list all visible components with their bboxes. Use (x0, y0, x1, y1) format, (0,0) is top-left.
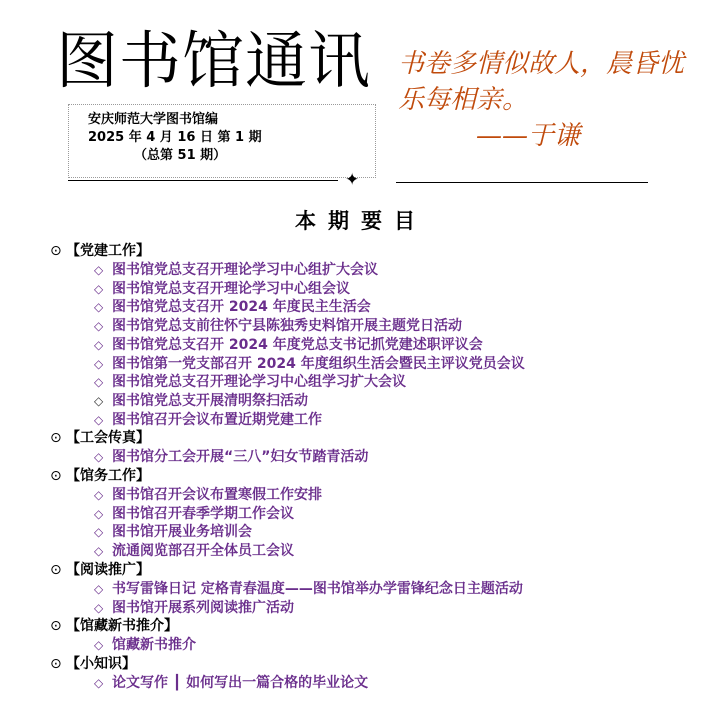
diamond-bullet-icon: ◇ (94, 506, 104, 521)
diamond-bullet-icon: ◇ (94, 488, 104, 503)
toc-item[interactable] (50, 373, 710, 392)
circle-dot-bullet-icon: ⊙ (50, 430, 62, 447)
toc-item[interactable] (50, 336, 710, 355)
toc-item-label[interactable]: 图书馆分工会开展“三八”妇女节踏青活动 (112, 449, 369, 466)
toc-item[interactable] (50, 674, 710, 693)
toc-section-heading (50, 467, 710, 486)
diamond-bullet-icon: ◇ (94, 319, 104, 334)
diamond-bullet-icon: ◇ (94, 375, 104, 390)
toc-item[interactable] (50, 542, 710, 561)
toc-item-label[interactable]: 图书馆开展系列阅读推广活动 (112, 599, 294, 616)
toc-item-label[interactable]: 图书馆党总支召开理论学习中心组学习扩大会议 (112, 374, 406, 391)
diamond-bullet-icon: ◇ (94, 337, 104, 352)
toc-section-heading (50, 242, 710, 261)
toc-item[interactable] (50, 523, 710, 542)
toc-item-label[interactable]: 图书馆开展业务培训会 (112, 524, 252, 541)
toc-item-label[interactable]: 图书馆党总支召开理论学习中心组扩大会议 (112, 262, 378, 278)
toc-item[interactable] (50, 392, 710, 411)
toc-item-label[interactable]: 书写雷锋日记 定格青春温度——图书馆举办学雷锋纪念日主题活动 (112, 580, 523, 597)
toc-section-label: 【馆藏新书推介】 (66, 618, 178, 635)
toc-item[interactable] (50, 280, 710, 299)
poem-quote (398, 46, 698, 154)
toc-item-label[interactable]: 论文写作 ┃ 如何写出一篇合格的毕业论文 (112, 674, 369, 691)
circle-dot-bullet-icon: ⊙ (50, 468, 62, 485)
circle-dot-bullet-icon: ⊙ (50, 561, 62, 578)
toc-item-label[interactable]: 图书馆党总支前往怀宁县陈独秀史料馆开展主题党日活动 (112, 318, 462, 335)
diamond-bullet-icon: ◇ (94, 544, 104, 559)
toc-item[interactable] (50, 298, 710, 317)
diamond-bullet-icon: ◇ (94, 675, 104, 690)
toc-section-label: 【馆务工作】 (66, 468, 150, 485)
toc-title: 本期要目 (295, 209, 427, 233)
toc-item-label[interactable]: 图书馆党总支开展清明祭扫活动 (112, 392, 308, 409)
diamond-bullet-icon: ◇ (94, 450, 104, 465)
toc-item[interactable] (50, 317, 710, 336)
publisher-text: 安庆师范大学图书馆编 (88, 112, 219, 127)
circle-dot-bullet-icon: ⊙ (50, 655, 62, 672)
diamond-bullet-icon: ◇ (94, 263, 104, 277)
toc-item[interactable] (50, 486, 710, 505)
header-divider-right (396, 182, 648, 183)
toc-item-label[interactable]: 图书馆党总支召开理论学习中心组会议 (112, 280, 350, 297)
toc-item[interactable] (50, 261, 710, 280)
toc-item-label[interactable]: 图书馆第一党支部召开 2024 年度组织生活会暨民主评议党员会议 (112, 355, 525, 372)
toc-section-label: 【小知识】 (66, 655, 136, 672)
toc-section-label: 【党建工作】 (66, 243, 150, 259)
toc-section-label: 【阅读推广】 (66, 561, 150, 578)
diamond-bullet-icon: ◇ (94, 525, 104, 540)
diamond-bullet-icon: ◇ (94, 356, 104, 371)
toc-item-label[interactable]: 图书馆召开春季学期工作会议 (112, 505, 294, 522)
masthead-title: 图书馆通讯 (56, 24, 372, 97)
toc-item-label[interactable]: 流通阅览部召开全体员工会议 (112, 543, 294, 560)
toc-item[interactable] (50, 505, 710, 524)
issue-date-text: 2025 年 4 月 16 日 第 1 期 (88, 130, 262, 145)
toc-item[interactable] (50, 580, 710, 599)
diamond-bullet-icon: ◇ (94, 638, 104, 653)
diamond-bullet-icon: ◇ (94, 393, 104, 408)
diamond-bullet-icon: ◇ (94, 581, 104, 596)
toc-item[interactable] (50, 599, 710, 618)
toc-item[interactable] (50, 636, 710, 655)
toc-item-label[interactable]: 图书馆党总支召开 2024 年度党总支书记抓党建述职评议会 (112, 336, 483, 353)
toc-item[interactable] (50, 448, 710, 467)
toc-section-label: 【工会传真】 (66, 430, 150, 447)
diamond-bullet-icon: ◇ (94, 600, 104, 615)
circle-dot-bullet-icon: ⊙ (50, 618, 62, 635)
toc-section-heading (50, 561, 710, 580)
diamond-bullet-icon: ◇ (94, 300, 104, 315)
toc-item-label[interactable]: 馆藏新书推介 (112, 637, 196, 654)
circle-dot-bullet-icon: ⊙ (50, 243, 62, 259)
total-issue-text: （总第 51 期） (134, 148, 227, 163)
toc-item[interactable] (50, 411, 710, 430)
quote-line-1: 书卷多情似故人，晨昏忧 (398, 49, 685, 79)
quote-author: ——于谦 (476, 121, 581, 151)
table-of-contents (50, 242, 710, 693)
toc-item[interactable] (50, 355, 710, 374)
quote-line-2: 乐每相亲。 (398, 85, 529, 115)
diamond-bullet-icon: ◇ (94, 281, 104, 296)
toc-section-heading (50, 429, 710, 448)
toc-item-label[interactable]: 图书馆召开会议布置寒假工作安排 (112, 487, 322, 504)
four-point-star-icon: ✦ (345, 170, 360, 190)
issue-info-box (68, 104, 376, 178)
toc-item-label[interactable]: 图书馆党总支召开 2024 年度民主生活会 (112, 299, 371, 316)
header-divider-left (68, 180, 338, 181)
toc-item-label[interactable]: 图书馆召开会议布置近期党建工作 (112, 411, 322, 428)
diamond-bullet-icon: ◇ (94, 412, 104, 427)
toc-section-heading (50, 617, 710, 636)
toc-section-heading (50, 655, 710, 674)
